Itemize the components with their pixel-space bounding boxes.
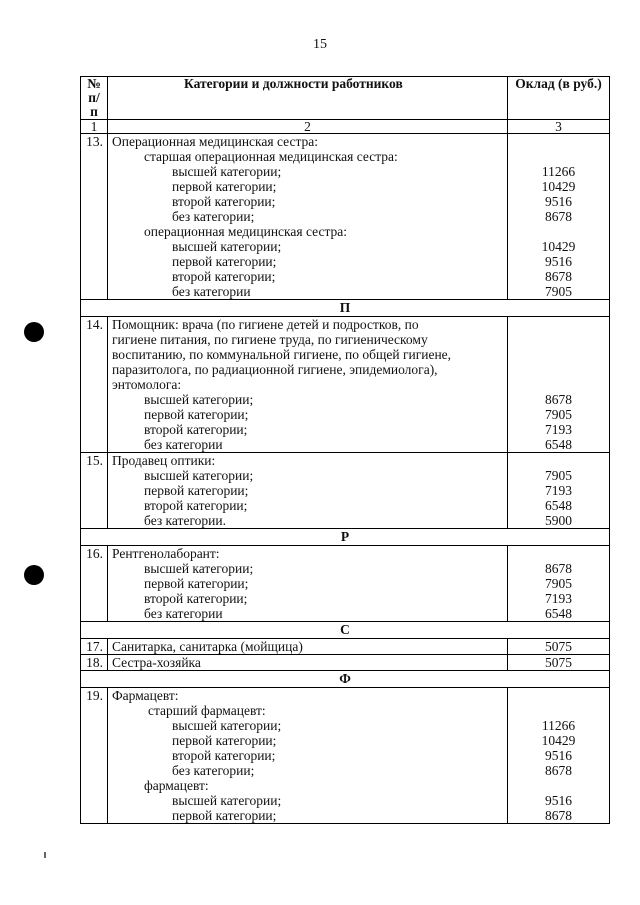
section-letter: Ф bbox=[81, 671, 610, 688]
salary-value: 8678 bbox=[545, 269, 572, 284]
position-line: высшей категории; bbox=[144, 561, 254, 576]
position-line: Операционная медицинская сестра: bbox=[112, 134, 319, 149]
salary-value bbox=[512, 347, 605, 362]
salary-cell bbox=[508, 655, 610, 671]
salary-value bbox=[512, 453, 605, 468]
position-line: Продавец оптики: bbox=[112, 453, 216, 468]
salary-value: 7193 bbox=[545, 483, 572, 498]
position-line: первой категории; bbox=[172, 179, 277, 194]
salary-value: 10429 bbox=[541, 179, 576, 194]
header-title: Категории и должности работников bbox=[108, 77, 508, 120]
position-line: первой категории; bbox=[172, 733, 277, 748]
row-number: 15. bbox=[81, 453, 108, 529]
row-number: 13. bbox=[81, 134, 108, 300]
section-letter: С bbox=[81, 622, 610, 639]
section-row bbox=[81, 529, 610, 546]
index-cell: 3 bbox=[508, 120, 610, 134]
salary-value bbox=[512, 134, 605, 149]
position-line: второй категории; bbox=[144, 422, 248, 437]
position-line: Фармацевт: bbox=[112, 688, 179, 703]
position-line: старшая операционная медицинская сестра: bbox=[144, 149, 398, 164]
position-line: Санитарка, санитарка (мойщица) bbox=[112, 639, 303, 654]
row-number: 14. bbox=[81, 317, 108, 453]
row-number: 16. bbox=[81, 546, 108, 622]
position-line: Помощник: врача (по гигиене детей и подростков, по bbox=[112, 317, 419, 332]
salary-value: 10429 bbox=[541, 733, 576, 748]
position-line: паразитолога, по радиационной гигиене, эпидемиолога), bbox=[112, 362, 438, 377]
table-row bbox=[81, 655, 610, 671]
salary-value bbox=[512, 332, 605, 347]
salary-cell bbox=[508, 546, 610, 622]
position-cell bbox=[108, 639, 508, 655]
section-row bbox=[81, 300, 610, 317]
salary-value: 5900 bbox=[545, 513, 572, 528]
position-line: старший фармацевт: bbox=[148, 703, 266, 718]
position-line: без категории; bbox=[172, 209, 255, 224]
table-row bbox=[81, 134, 610, 300]
position-line: второй категории; bbox=[172, 194, 276, 209]
section-letter: П bbox=[81, 300, 610, 317]
salary-cell bbox=[508, 317, 610, 453]
position-line: второй категории; bbox=[172, 269, 276, 284]
position-line: без категории; bbox=[172, 763, 255, 778]
index-cell: 2 bbox=[108, 120, 508, 134]
salary-value: 7905 bbox=[545, 576, 572, 591]
salary-value bbox=[512, 778, 605, 793]
salary-value: 6548 bbox=[545, 606, 572, 621]
salary-cell bbox=[508, 688, 610, 824]
table-body bbox=[81, 134, 610, 824]
index-cell: 1 bbox=[81, 120, 108, 134]
position-line: высшей категории; bbox=[172, 718, 282, 733]
position-line: операционная медицинская сестра: bbox=[144, 224, 348, 239]
position-line: без категории. bbox=[144, 513, 226, 528]
salary-value: 7193 bbox=[545, 591, 572, 606]
position-line: первой категории; bbox=[144, 483, 249, 498]
position-line: гигиене питания, по гигиене труда, по гигиеническому bbox=[112, 332, 428, 347]
table-row bbox=[81, 639, 610, 655]
row-number: 18. bbox=[81, 655, 108, 671]
position-line: без категории bbox=[144, 606, 223, 621]
position-cell bbox=[108, 688, 508, 824]
position-line: первой категории; bbox=[172, 254, 277, 269]
position-line: энтомолога: bbox=[112, 377, 182, 392]
salary-value: 6548 bbox=[545, 498, 572, 513]
salary-value: 9516 bbox=[545, 194, 572, 209]
page-number: 15 bbox=[313, 37, 327, 52]
salary-value: 10429 bbox=[541, 239, 576, 254]
salary-value bbox=[512, 546, 605, 561]
table-row bbox=[81, 688, 610, 824]
position-line: высшей категории; bbox=[172, 164, 282, 179]
salary-value: 11266 bbox=[541, 164, 576, 179]
section-row bbox=[81, 671, 610, 688]
salary-value: 9516 bbox=[545, 748, 572, 763]
scan-artifact bbox=[44, 852, 46, 858]
salary-value: 5075 bbox=[545, 655, 572, 670]
salary-value: 6548 bbox=[545, 437, 572, 452]
salary-value: 8678 bbox=[545, 392, 572, 407]
position-line: второй категории; bbox=[144, 591, 248, 606]
position-line: Сестра-хозяйка bbox=[112, 655, 201, 670]
salary-value bbox=[512, 224, 605, 239]
salary-value: 8678 bbox=[545, 209, 572, 224]
row-number: 17. bbox=[81, 639, 108, 655]
section-row bbox=[81, 622, 610, 639]
salary-value: 7905 bbox=[545, 468, 572, 483]
table-row bbox=[81, 317, 610, 453]
salary-value: 8678 bbox=[545, 763, 572, 778]
position-line: второй категории; bbox=[172, 748, 276, 763]
salary-value bbox=[512, 703, 605, 718]
position-cell bbox=[108, 453, 508, 529]
row-number: 19. bbox=[81, 688, 108, 824]
header-number: № п/п bbox=[81, 77, 108, 120]
salary-value: 5075 bbox=[545, 639, 572, 654]
position-line: первой категории; bbox=[144, 576, 249, 591]
position-line: второй категории; bbox=[144, 498, 248, 513]
position-line: высшей категории; bbox=[144, 392, 254, 407]
salary-value bbox=[512, 688, 605, 703]
salary-value bbox=[512, 362, 605, 377]
position-line: первой категории; bbox=[172, 808, 277, 823]
section-letter: Р bbox=[81, 529, 610, 546]
header-salary: Оклад (в руб.) bbox=[508, 77, 610, 120]
salary-value: 9516 bbox=[545, 793, 572, 808]
salary-value: 11266 bbox=[541, 718, 576, 733]
salary-cell bbox=[508, 134, 610, 300]
table-row bbox=[81, 546, 610, 622]
position-line: высшей категории; bbox=[144, 468, 254, 483]
salary-table bbox=[80, 76, 610, 824]
salary-value bbox=[512, 317, 605, 332]
position-cell bbox=[108, 317, 508, 453]
salary-value: 8678 bbox=[545, 561, 572, 576]
position-line: фармацевт: bbox=[144, 778, 209, 793]
table-row bbox=[81, 453, 610, 529]
salary-cell bbox=[508, 639, 610, 655]
position-line: без категории bbox=[172, 284, 251, 299]
salary-value: 7905 bbox=[545, 284, 572, 299]
salary-cell bbox=[508, 453, 610, 529]
salary-value: 7905 bbox=[545, 407, 572, 422]
position-line: высшей категории; bbox=[172, 793, 282, 808]
position-cell bbox=[108, 655, 508, 671]
punch-hole-bottom bbox=[24, 565, 44, 585]
salary-value: 9516 bbox=[545, 254, 572, 269]
position-line: воспитанию, по коммунальной гигиене, по общей гигиене, bbox=[112, 347, 452, 362]
position-cell bbox=[108, 546, 508, 622]
salary-value bbox=[512, 149, 605, 164]
punch-hole-top bbox=[24, 322, 44, 342]
salary-value: 7193 bbox=[545, 422, 572, 437]
position-line: без категории bbox=[144, 437, 223, 452]
salary-value: 8678 bbox=[545, 808, 572, 823]
position-cell bbox=[108, 134, 508, 300]
salary-value bbox=[512, 377, 605, 392]
position-line: первой категории; bbox=[144, 407, 249, 422]
position-line: высшей категории; bbox=[172, 239, 282, 254]
position-line: Рентгенолаборант: bbox=[112, 546, 220, 561]
